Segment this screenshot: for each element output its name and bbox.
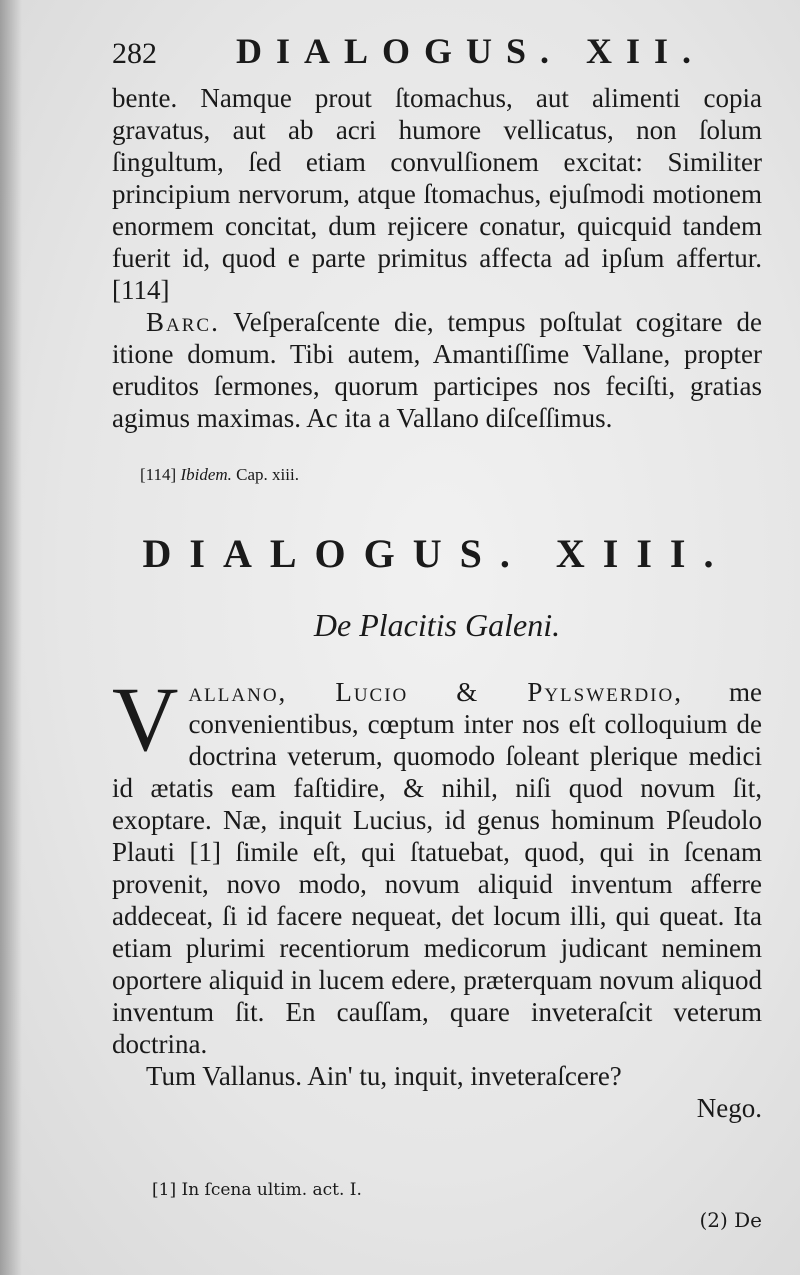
intro-text: me convenientibus, cœptum inter nos eſt colloquium de doctrina veterum, quomodo ſoleant plerique medici id ætatis eam faſtidire, & nihil, niſi quod novum ſit, exoptare. Næ, inquit Lucius, id genus hominum Pſeudolo Plauti [1] ſimile eſt, qui ſtatuebat, quod, qui in ſcenam provenit, novo modo, novum aliquid inventum afferre addeceat, ſi id facere nequeat, det locum illi, qui queat. Ita etiam plurimi recentiorum medicorum judicant neminem oportere aliquid in lucem edere, præterquam novum aliquod inventum ſit. En cauſſam, quare inveteraſcit veterum doctrina. xyxy=(112,677,762,1059)
footnote-1: [1] In ſcena ultim. act. I. xyxy=(152,1180,362,1200)
drop-cap-letter: V xyxy=(112,668,179,770)
intro-names: allano, Lucio & Pylswerdio, xyxy=(188,677,683,707)
dialogue-subtitle: De Placitis Galeni. xyxy=(313,607,561,643)
paragraph-barc xyxy=(112,306,762,434)
final-paragraph: Tum Vallanus. Ain' tu, inquit, inveteraſcere? xyxy=(146,1061,622,1091)
page-gutter-shadow xyxy=(0,0,22,1275)
running-head-title: DIALOGUS. XII. xyxy=(236,31,706,71)
page-content xyxy=(112,30,762,1124)
footnote-114 xyxy=(140,464,762,486)
final-paragraph-last-word: Nego. xyxy=(696,1093,762,1123)
footnote-source: Ibidem. xyxy=(180,465,232,484)
dialogue-title: DIALOGUS. XIII. xyxy=(142,531,732,576)
paragraph-barc-text: Veſperaſcente die, tempus poſtulat cogitare de itione domum. Tibi autem, Amantiſſime Vallane, propter eruditos ſermones, quorum participes nos feciſti, gratias agimus maximas. Ac ita a Vallano diſceſſimus. xyxy=(112,307,762,433)
catchword: (2) De xyxy=(699,1208,762,1232)
footnote-ref: Cap. xiii. xyxy=(231,465,299,484)
paragraph-continuation: bente. Namque prout ſtomachus, aut alimenti copia gravatus, aut ab acri humore vellicatus, non ſolum ſingultum, ſed etiam convulſionem excitat: Similiter principium nervorum, atque ſtomachus, ejuſmodi motionem enormem concitat, dum rejicere conatur, quicquid tandem fuerit id, quod e parte primitus affecta ad ipſum affertur. [114] xyxy=(112,83,762,305)
page-number: 282 xyxy=(112,37,157,70)
footnote-mark: [114] xyxy=(140,465,177,484)
running-head xyxy=(112,30,762,82)
intro-paragraph xyxy=(112,668,762,1060)
speaker-name: Barc. xyxy=(146,307,220,337)
